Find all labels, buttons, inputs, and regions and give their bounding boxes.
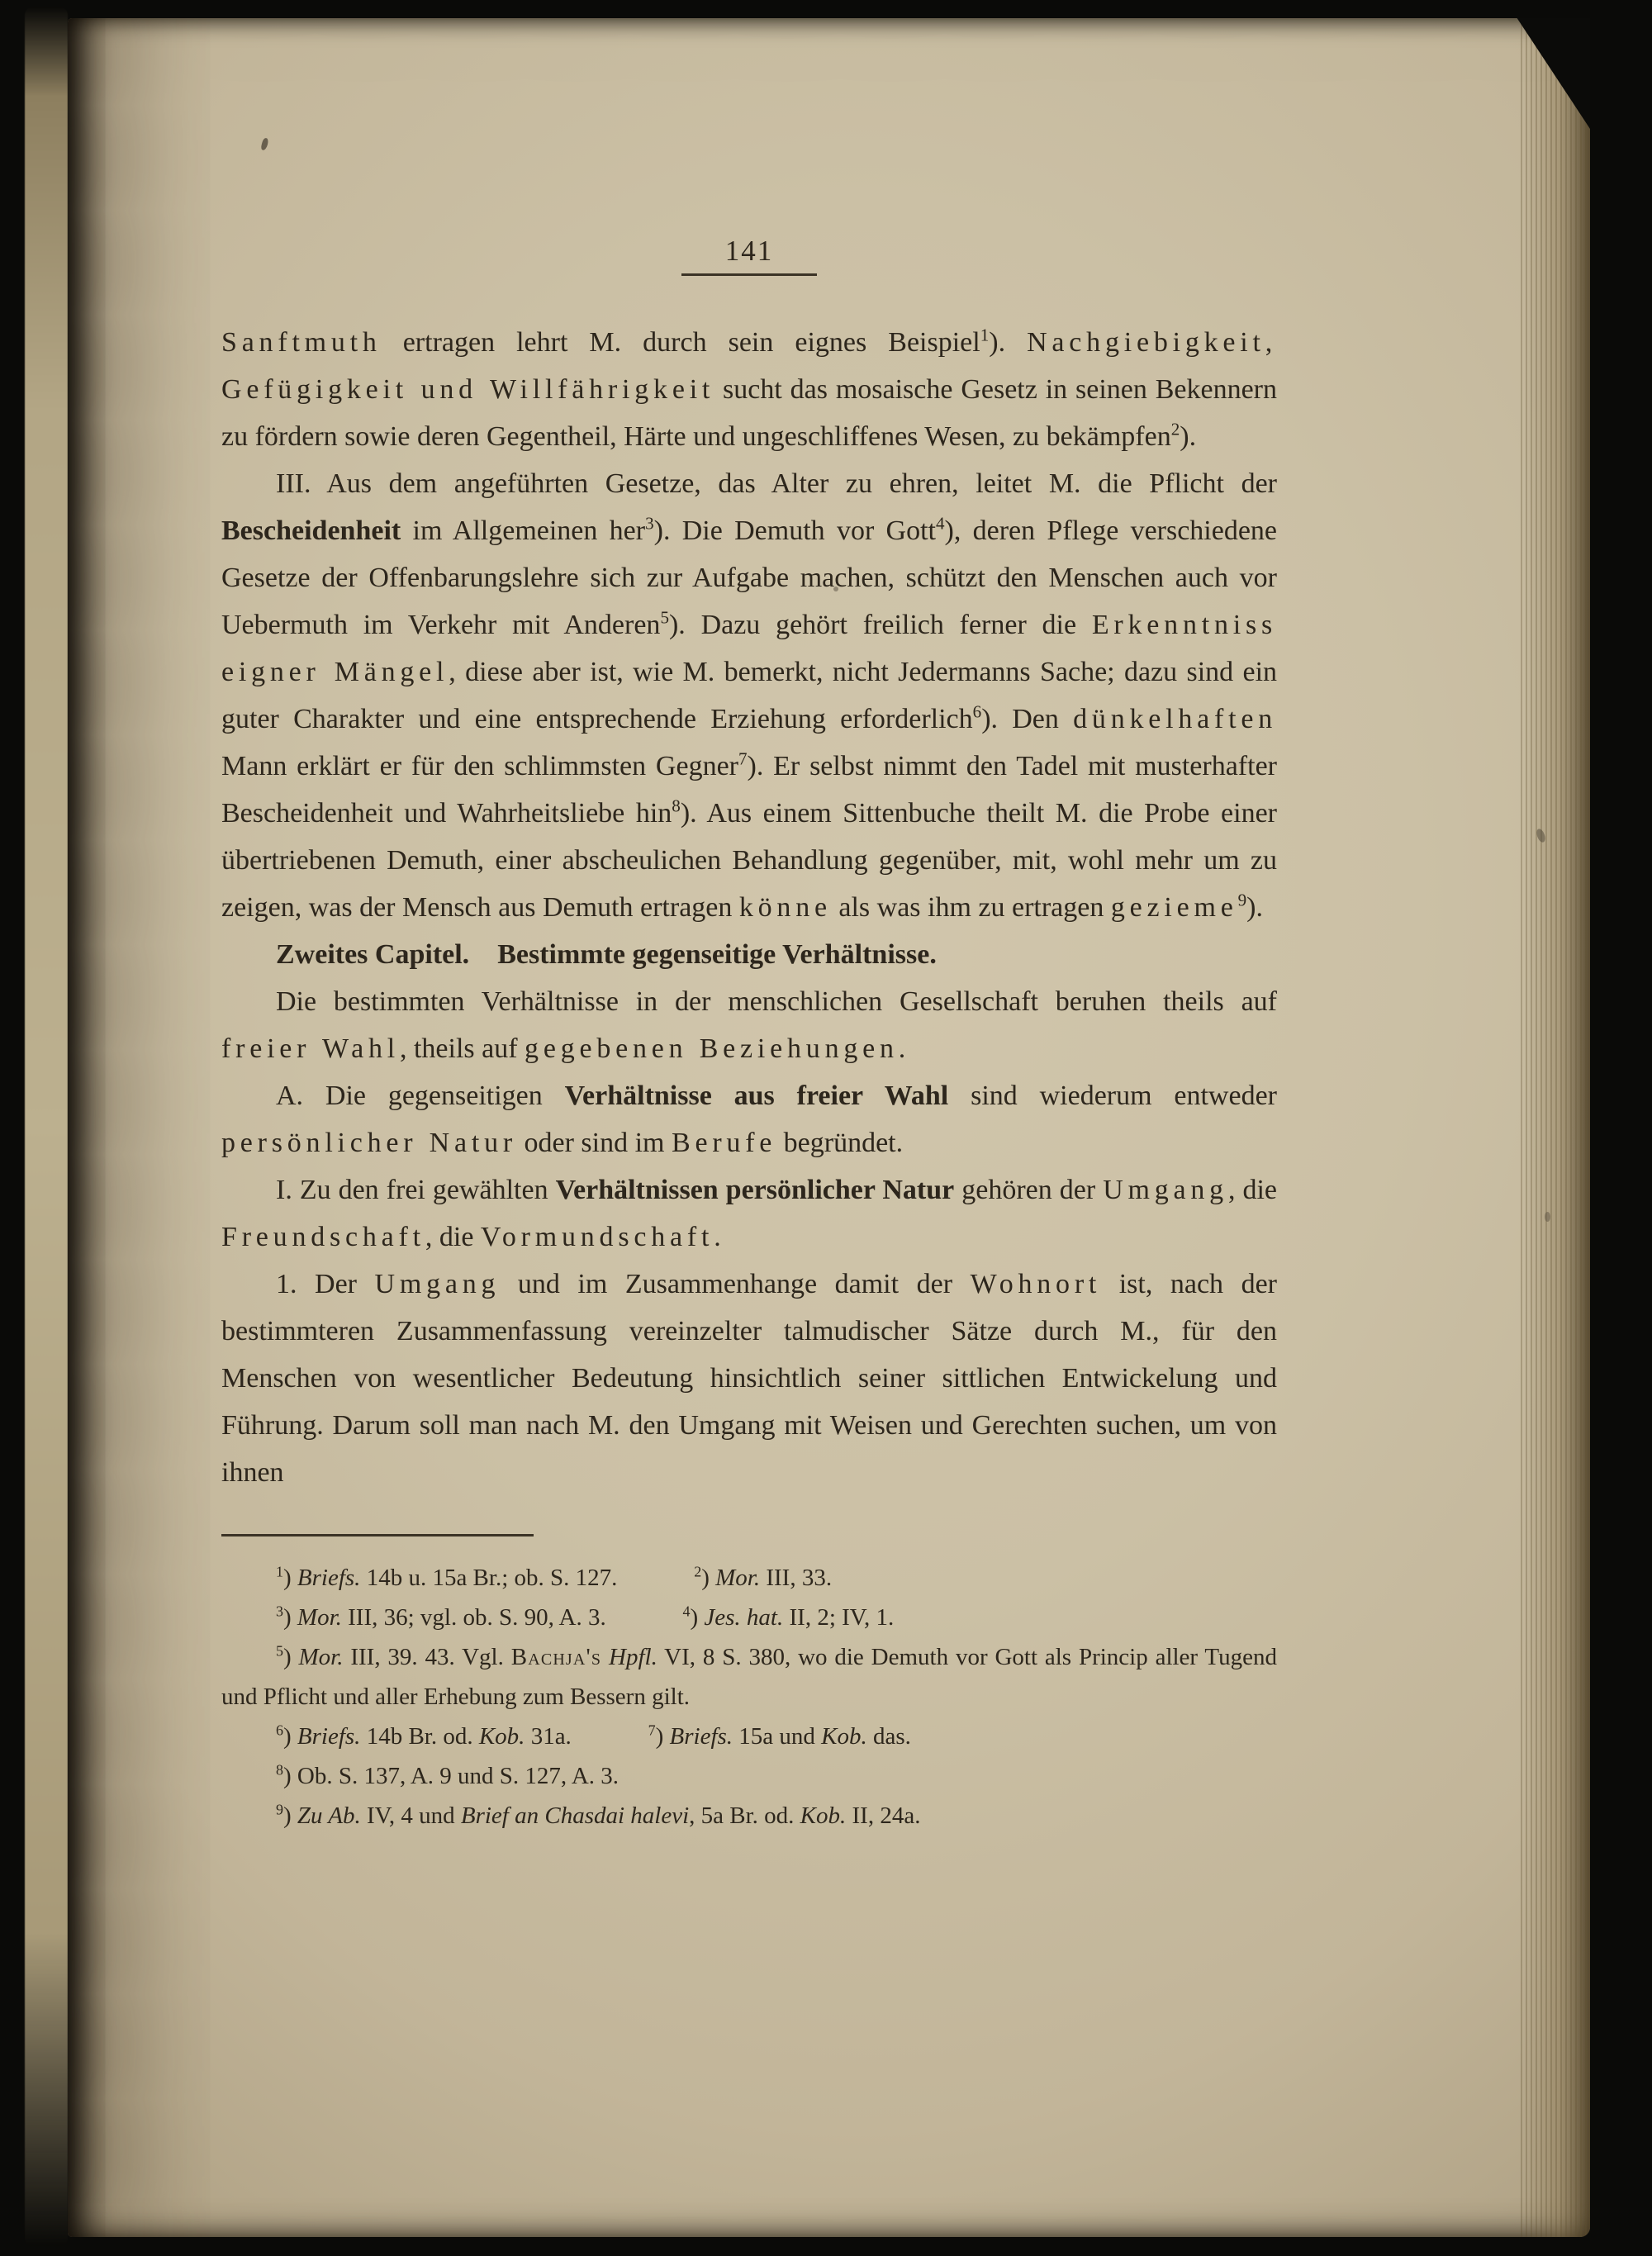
footnote-8: $^8$) Ob. S. 137, A. 9 und S. 127, A. 3. — [276, 1761, 620, 1789]
footnotes — [221, 1558, 1277, 1836]
paragraph-1-umgang: 1. Der Umgang und im Zusammenhange damit der Wohnort ist, nach der bestimmteren Zusammenfassung vereinzelter talmudischer Sätze durch M., für den Menschen von wesentlicher Bedeutung hinsichtlich seiner sittlichen Entwickelung und Führung. Darum soll man nach M. den Umgang mit Weisen und Gerechten suchen, um von ihnen — [221, 1269, 1278, 1488]
body-text — [221, 319, 1277, 1496]
facing-page-edge — [25, 7, 68, 2247]
footnote-5: $^5$) Mor. III, 39. 43. Vgl. Bachja's Hpfl. VI, 8 S. 380, wo die Demuth vor Gott als Princip aller Tugend und Pflicht und aller Erhebung zum Bessern gilt. — [221, 1642, 1277, 1710]
page-stack-edges — [1521, 18, 1590, 2237]
paper-stain — [260, 137, 268, 150]
page-content — [221, 235, 1277, 1836]
page-number: 141 — [724, 235, 774, 267]
chapter-heading: Zweites Capitel. Bestimmte gegenseitige Verhältnisse. — [276, 939, 937, 970]
footnote-9: $^9$) Zu Ab. IV, 4 und Brief an Chasdai halevi, 5a Br. od. Kob. II, 24a. — [276, 1801, 921, 1829]
paragraph-i-persoenliche-natur: I. Zu den frei gewählten Verhältnissen persönlicher Natur gehören der Umgang, die Freundschaft, die Vormundschaft. — [221, 1175, 1278, 1252]
paragraph-a-freie-wahl: A. Die gegenseitigen Verhältnisse aus freier Wahl sind wiederum entweder persönlicher Natur oder sind im Berufe begründet. — [221, 1081, 1277, 1158]
paragraph-bescheidenheit: III. Aus dem angeführten Gesetze, das Alter zu ehren, leitet M. die Pflicht der Bescheidenheit im Allgemeinen her$^3$). Die Demuth vor Gott$^4$), deren Pflege verschiedene Gesetze der Offenbarungslehre sich zur Aufgabe machen, schützt den Menschen auch vor Uebermuth im Verkehr mit Anderen$^5$). Dazu gehört freilich ferner die Erkenntniss eigner Mängel, diese aber ist, wie M. bemerkt, nicht Jedermanns Sache; dazu sind ein guter Charakter und eine entsprechende Erziehung erforderlich$^6$). Den dünkelhaften Mann erklärt er für den schlimmsten Gegner$^7$). Er selbst nimmt den Tadel mit musterhafter Bescheidenheit und Wahrheitsliebe hin$^8$). Aus einem Sittenbuche theilt M. die Probe einer übertriebenen Demuth, einer abscheulichen Behandlung gegenüber, mit, wohl mehr um zu zeigen, was der Mensch aus Demuth ertragen könne als was ihm zu ertragen gezieme$^9$). — [221, 468, 1278, 923]
paragraph-sanftmuth: Sanftmuth ertragen lehrt M. durch sein eignes Beispiel$^1$). Nachgiebigkeit, Gefügigkeit und Willfährigkeit sucht das mosaische Gesetz in seinen Bekennern zu fördern sowie deren Gegentheil, Härte und ungeschliffenes Wesen, zu bekämpfen$^2$). — [221, 325, 1277, 452]
footnote-1-2: $^1$) Briefs. 14b u. 15a Br.; ob. S. 127. $^2$) Mor. III, 33. — [276, 1563, 833, 1591]
book-page — [68, 18, 1590, 2237]
footnote-separator — [221, 1534, 534, 1536]
paper-stain — [1545, 1212, 1550, 1222]
footnote-3-4: $^3$) Mor. III, 36; vgl. ob. S. 90, A. 3. $^4$) Jes. hat. II, 2; IV, 1. — [276, 1603, 895, 1631]
paragraph-verhaeltnisse: Die bestimmten Verhältnisse in der menschlichen Gesellschaft beruhen theils auf freier Wahl, theils auf gegebenen Beziehungen. — [221, 986, 1277, 1064]
footnote-6-7: $^6$) Briefs. 14b Br. od. Kob. 31a. $^7$) Briefs. 15a und Kob. das. — [276, 1722, 911, 1750]
page-header — [681, 235, 817, 276]
